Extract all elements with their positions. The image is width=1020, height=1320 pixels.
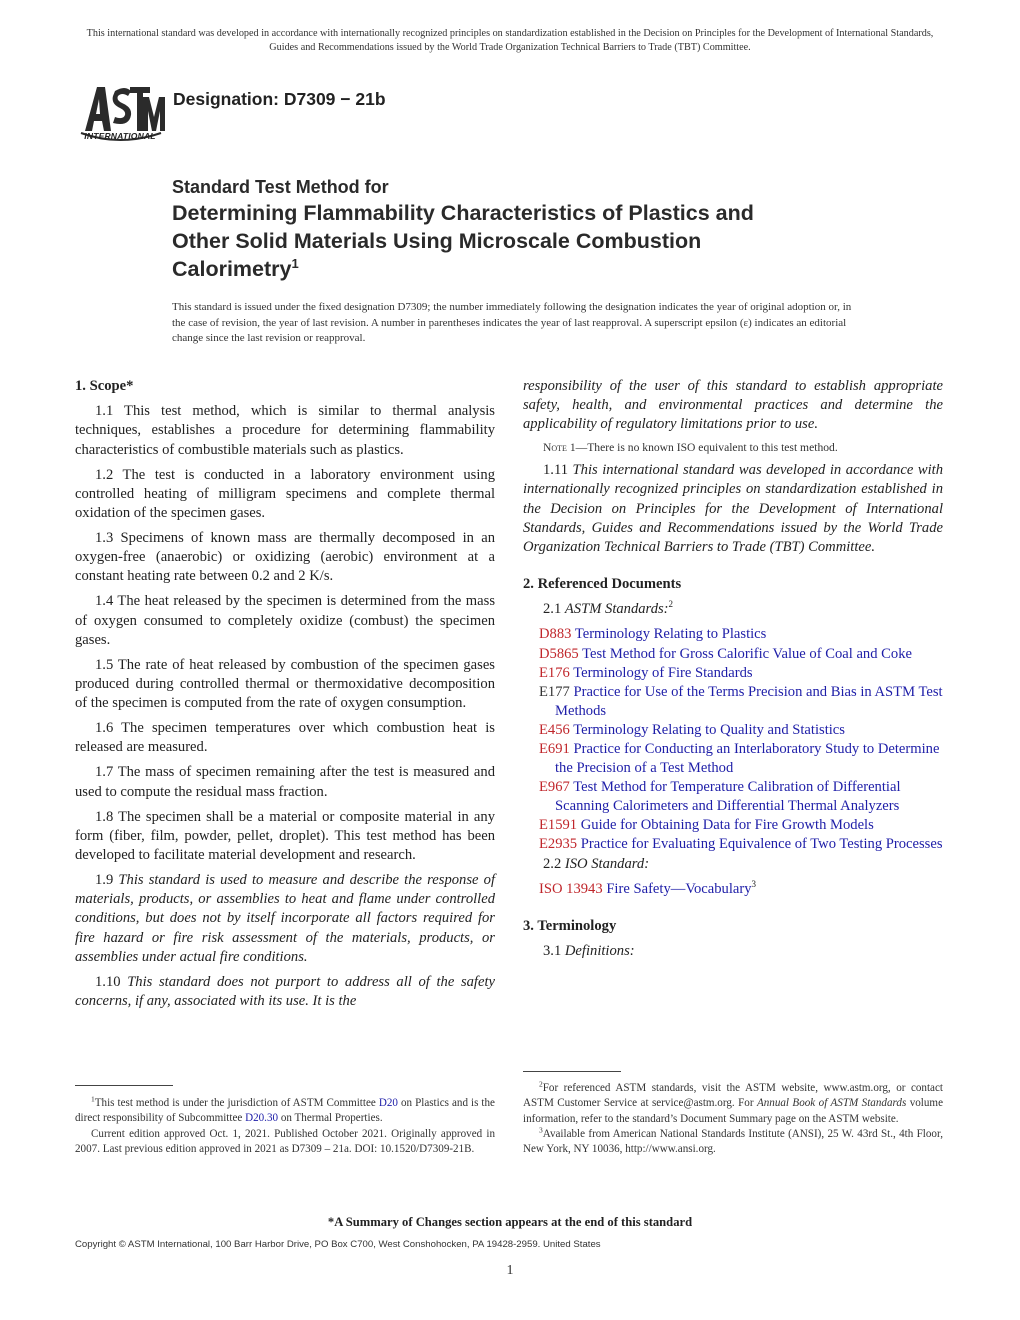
footnote-2-text-a: For referenced ASTM standards, visit the ASTM website, www.astm.org, or contact ASTM Customer Service at service@astm.org. For — [523, 1082, 943, 1110]
reference-item[interactable] — [523, 778, 943, 816]
para-1-11 — [523, 461, 943, 557]
footnote-2 — [523, 1081, 943, 1127]
reference-code[interactable]: E456 — [539, 721, 570, 738]
iso-standard-subhead — [523, 855, 943, 874]
definitions-number: 3.1 — [543, 942, 565, 959]
definitions-subhead — [523, 942, 943, 961]
reference-item[interactable] — [523, 835, 943, 854]
reference-title[interactable]: Practice for Use of the Terms Precision and Bias in ASTM Test Methods — [555, 683, 943, 719]
para-1-10-continued: responsibility of the user of this standard to establish appropriate safety, health, and environmental practices and determine the applicability of regulatory limitations prior to use. — [523, 378, 943, 433]
para-1-3: 1.3 Specimens of known mass are thermally decomposed in an oxygen-free (anaerobic) or oxidizing (aerobic) environment at a constant heating rate between 0.2 and 2 K/s. — [75, 530, 495, 585]
reference-title[interactable]: Terminology Relating to Quality and Statistics — [573, 721, 845, 738]
note-1-text: —There is no known ISO equivalent to this test method. — [575, 441, 838, 455]
reference-title[interactable]: Practice for Evaluating Equivalence of Two Testing Processes — [580, 836, 943, 853]
reference-code[interactable]: E176 — [539, 664, 570, 681]
para-1-5: 1.5 The rate of heat released by combustion of the specimen gases produced during controlled thermal or thermoxidative decomposition of the specimen is computed from the rate of oxygen consumption. — [75, 656, 495, 712]
para-1-6: 1.6 The specimen temperatures over which combustion heat is released are measured. — [75, 720, 495, 756]
footnote-1-text-a: This test method is under the jurisdiction of ASTM Committee — [94, 1097, 379, 1109]
title-line-1: Determining Flammability Characteristics of Plastics and — [172, 201, 754, 225]
designation: Designation: D7309 − 21b — [173, 89, 386, 109]
footnote-edition: Current edition approved Oct. 1, 2021. Published October 2021. Originally approved in 2007. Last previous edition approved in 2021 as D7309 – 21a. DOI: 10.1520/D7309-21B. — [75, 1127, 495, 1155]
para-1-7: 1.7 The mass of specimen remaining after the test is measured and used to compute the residual mass fraction. — [75, 764, 495, 800]
summary-of-changes-note: *A Summary of Changes section appears at the end of this standard — [327, 1215, 693, 1229]
footnotes-right — [523, 1081, 943, 1157]
astm-standards-footnote-ref: 2 — [668, 599, 674, 610]
para-1-9-number: 1.9 — [95, 872, 119, 889]
para-1-11-number: 1.11 — [543, 462, 573, 479]
footnote-3 — [523, 1127, 943, 1158]
reference-item[interactable] — [523, 625, 943, 644]
reference-code[interactable]: E1591 — [539, 817, 578, 834]
note-1 — [523, 440, 943, 455]
reference-title[interactable]: Fire Safety—Vocabulary — [606, 880, 752, 897]
reference-code[interactable]: E691 — [539, 740, 570, 757]
para-1-4: 1.4 The heat released by the specimen is determined from the mass of oxygen consumed to completely oxidize (combust) the specimen gases. — [75, 593, 495, 648]
title-line-3-text: Calorimetry — [172, 257, 292, 281]
reference-item[interactable] — [523, 721, 943, 740]
title-footnote-ref[interactable]: 1 — [291, 255, 299, 271]
subcommittee-d20-30-link[interactable]: D20.30 — [245, 1112, 279, 1125]
reference-item[interactable] — [523, 664, 943, 683]
reference-item[interactable] — [523, 740, 943, 778]
reference-title[interactable]: Test Method for Gross Calorific Value of Coal and Coke — [582, 645, 912, 662]
reference-title[interactable]: Guide for Obtaining Data for Fire Growth Models — [580, 817, 874, 834]
scope-heading: 1. Scope* — [75, 378, 134, 394]
page-number: 1 — [506, 1263, 514, 1278]
para-1-10-number: 1.10 — [95, 973, 128, 990]
left-column — [75, 377, 495, 1017]
footnote-1-text-b: on Plastics and is the direct responsibility of Subcommittee — [75, 1097, 495, 1125]
para-1-10 — [75, 973, 495, 1011]
footnote-3-marker: 3 — [539, 1125, 543, 1135]
reference-item[interactable] — [523, 683, 943, 721]
footnote-2-italic: Annual Book of ASTM Standards — [756, 1097, 907, 1110]
reference-code[interactable]: D883 — [539, 626, 572, 643]
astm-standards-subhead — [523, 600, 943, 619]
definitions-label: Definitions: — [564, 942, 635, 959]
title-line-2: Other Solid Materials Using Microscale Combustion — [172, 229, 702, 253]
reference-item[interactable] — [523, 816, 943, 835]
para-1-1: 1.1 This test method, which is similar to thermal analysis techniques, establishes a procedure for determining flammability characteristics of combustible materials such as plastics. — [75, 403, 495, 458]
footnotes-left — [75, 1096, 495, 1157]
astm-standards-label: ASTM Standards: — [564, 601, 669, 618]
referenced-documents-heading: 2. Referenced Documents — [523, 576, 682, 593]
top-notice: This international standard was developed in accordance with internationally recognized principles on standardization established in the Decision on Principles for the Development of International Standards, Guides and Recommendations issued by the World Trade Organization Technical Barriers to Trade (TBT) Committee. — [86, 28, 934, 53]
footnote-1-text-c: on Thermal Properties. — [278, 1112, 383, 1125]
astm-references-list — [523, 625, 943, 854]
reference-code[interactable]: E967 — [539, 779, 570, 796]
committee-d20-link[interactable]: D20 — [378, 1097, 398, 1109]
title-pre: Standard Test Method for — [172, 177, 389, 197]
reference-code[interactable]: E2935 — [539, 836, 578, 853]
para-1-11-text: This international standard was developed in accordance with internationally recognized principles on standardization established in the Decision on Principles for the Development of International Standards, Guides and Recommendations issued by the World Trade Organization Technical Barriers to Trade (TBT) Committee. — [523, 462, 943, 556]
reference-title[interactable]: Practice for Conducting an Interlaboratory Study to Determine the Precision of a Test Method — [555, 740, 940, 777]
logo-caption: INTERNATIONAL — [84, 131, 156, 141]
para-1-10-text: This standard does not purport to address all of the safety concerns, if any, associated with its use. It is the — [75, 973, 495, 1010]
note-1-label: Note 1 — [543, 441, 576, 455]
para-1-9-text: This standard is used to measure and describe the response of materials, products, or assemblies to heat and flame under controlled conditions, but does not by itself incorporate all factors required for fire hazard or fire risk assessment of the materials, products, or assemblies under actual fire conditions. — [75, 872, 495, 965]
para-1-2: 1.2 The test is conducted in a laboratory environment using controlled heating of milligram specimens and complete thermal oxidation of the specimen gases. — [75, 466, 495, 522]
iso-standard-label: ISO Standard: — [564, 855, 650, 872]
para-1-9 — [75, 871, 495, 967]
reference-code[interactable]: ISO 13943 — [539, 880, 603, 897]
footnote-3-text: Available from American National Standards Institute (ANSI), 25 W. 43rd St., 4th Floor, New York, NY 10036, http://www.ansi.org. — [523, 1127, 943, 1156]
document-title — [172, 175, 872, 283]
reference-code[interactable]: E177 — [539, 683, 570, 700]
copyright-line: Copyright © ASTM International, 100 Barr Harbor Drive, PO Box C700, West Conshohocken, PA 19428-2959. United States — [75, 1239, 601, 1250]
title-line-3 — [172, 255, 872, 283]
reference-title[interactable]: Test Method for Temperature Calibration of Differential Scanning Calorimeters and Differential Thermal Analyzers — [555, 779, 901, 815]
footnote-rule-right — [523, 1071, 621, 1072]
iso-standard-number: 2.2 — [543, 855, 565, 872]
iso-references-list — [523, 880, 943, 899]
iso-footnote-ref: 3 — [751, 878, 757, 889]
footnote-2-marker: 2 — [539, 1079, 543, 1089]
reference-item[interactable] — [523, 645, 943, 664]
reference-title[interactable]: Terminology Relating to Plastics — [574, 626, 767, 643]
footnote-1-marker: 1 — [91, 1094, 95, 1104]
footnote-rule-left — [75, 1085, 173, 1086]
reference-item[interactable] — [523, 880, 943, 899]
para-1-8: 1.8 The specimen shall be a material or composite material in any form (fiber, film, powder, pellet, droplet). This test method has been developed to facilitate material development and research. — [75, 808, 495, 864]
footnote-2-text-b: volume information, refer to the standard’s Document Summary page on the ASTM website. — [523, 1097, 943, 1125]
reference-code[interactable]: D5865 — [539, 645, 579, 662]
right-column — [523, 377, 943, 967]
issued-note: This standard is issued under the fixed designation D7309; the number immediately following the designation indicates the year of original adoption or, in the case of revision, the year of last revision. A number in parentheses indicates the year of last reapproval. A superscript epsilon (ε) indicates an editorial change since the last revision or reapproval. — [172, 301, 852, 344]
terminology-heading: 3. Terminology — [523, 917, 617, 934]
astm-standards-number: 2.1 — [543, 601, 565, 618]
footnote-1 — [75, 1096, 495, 1127]
reference-title[interactable]: Terminology of Fire Standards — [573, 664, 753, 681]
